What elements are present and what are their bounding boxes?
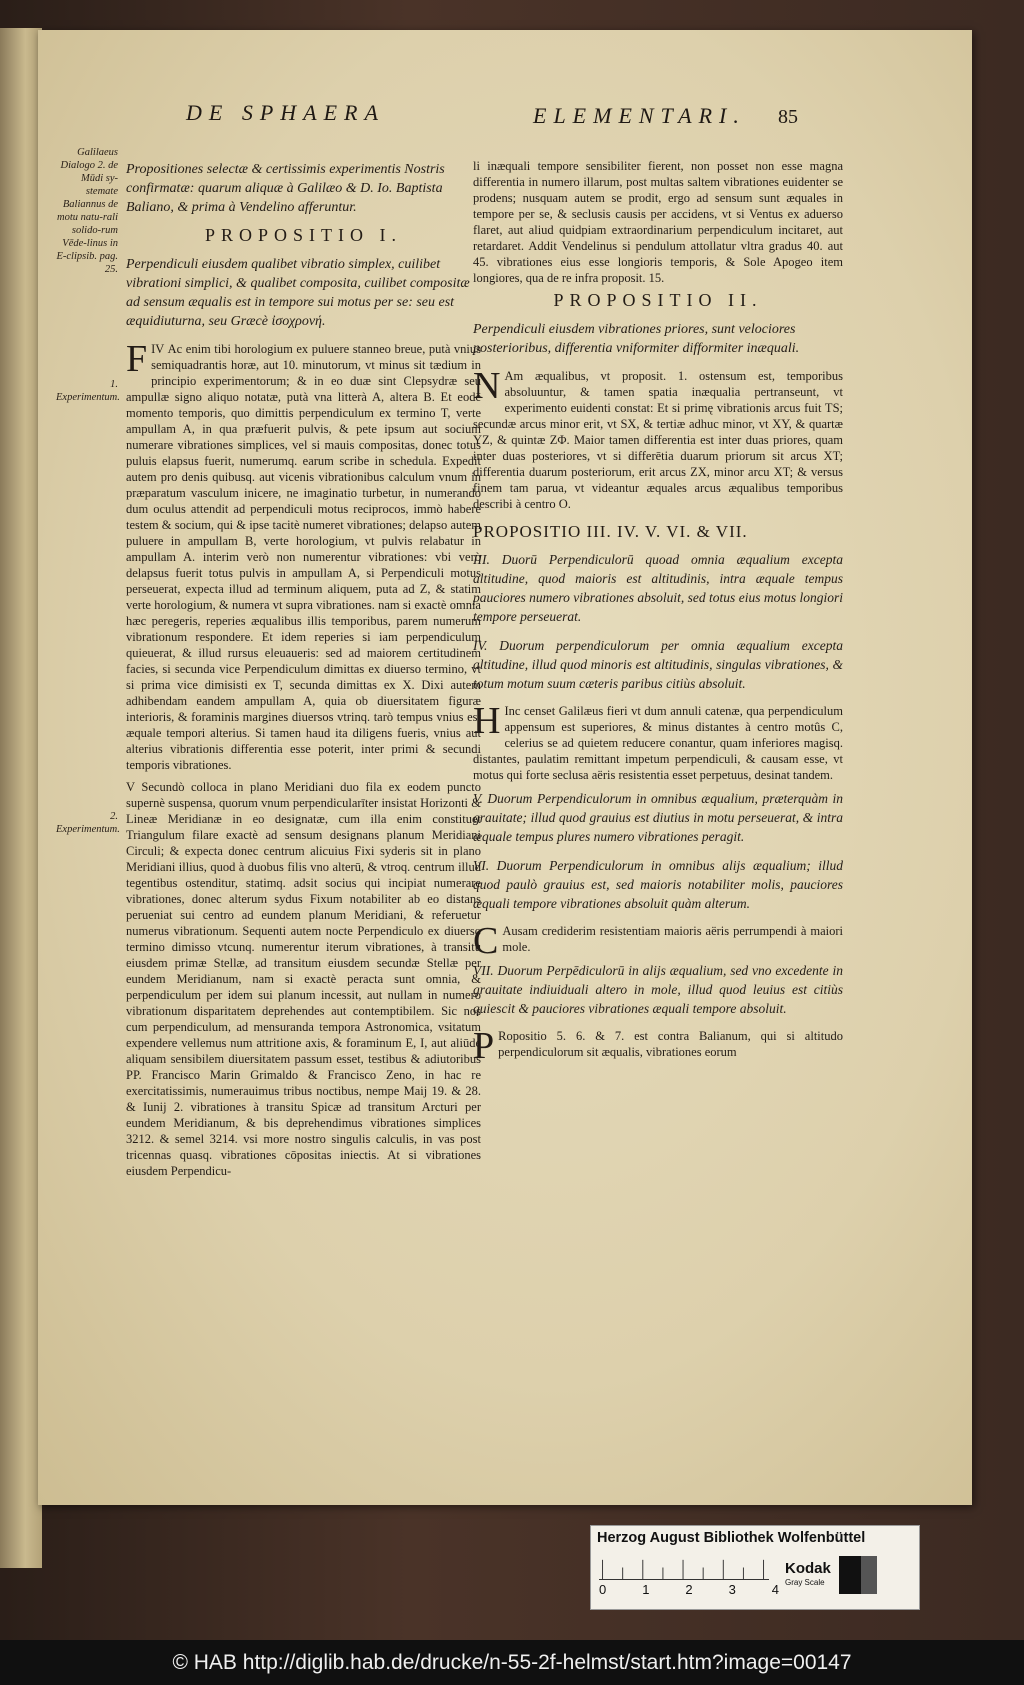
intro-text: Propositiones selectæ & certissimis experimentis Nostris confirmatæ: quarum aliquæ à Galilæo & D. Io. Baptista Baliano, & prima à Vendelino afferuntur.: [126, 162, 445, 215]
drop-cap-h: H: [473, 700, 501, 742]
hinc-paragraph: [473, 700, 843, 783]
proposition-2-title: PROPOSITIO II.: [553, 290, 763, 310]
running-header-right: ELEMENTARI.: [533, 103, 746, 128]
right-column: [473, 158, 843, 1066]
experiment-1-marker: IV: [151, 342, 165, 356]
ruler-number-0: 0: [599, 1582, 607, 1597]
margin-note-experiment-2: 2. Experimentum.: [56, 811, 120, 835]
drop-cap-n: N: [473, 365, 501, 407]
proposition-2-paragraph: [473, 365, 843, 512]
experiment-1-text: Ac enim tibi horologium ex puluere stanneo breue, putà vnius semiquadrantis horæ, aut 10. minutorum, vt minus sit tædium in principio experimentorum; & in eo duæ sint Clepsydræ seu ampullæ signo aliquo notatæ, putà vna litterà A, altera B. Et eodē momento temporis, quo dimittis perpendiculum ex termino T, verte ampullam A, in qua præfuerit pulvis, & pete ipsum aut socium numerare vibrationes simplices, vel si mauis compositas, donec totus puluis elapsus fuerit, numerumq. earum scribe in schedula. Expedit autem pro denis quibusq. aut vicenis vibrationibus calculum vnum in præparatum vasculum inicere, ne imaginatio turbetur, in numerando dum oculus attendit ad perpendiculi motus reciprocos, immò habere testem & socium, qui & ipse tacitè numeret vibrationes; delapso autem puluere in ampullam B, verte horologium, vt pulvis relabatur in ampullam A. interim verò non numerentur vibrationes: vbi verò delapsus fuerit totus pulvis in ampullam A, si Perpendiculi motus perseuerat, expecta illud ad terminum aliquem, puta ad Z, & statim verte horologium, & numera vt supra vibrationes. nam si exactè omnia hæc peregeris, reperies æqualibus illis temporibus, parem numerum vibrationum respondere. Et idem reperies si iam perpendiculum quieuerat, & illud rursus eleuaueris: sed ad maiorem certitudinem facies, si secunda vice Perpendiculum dimittas ex diuerso termino, vt si prima vice dimisisti ex T, secunda dimittas ex X. Dixi autem adhibendam eandem ampullam A, quia ob diuersitatem figuræ interioris, & foraminis margines diuersos vtrinq. tarò tempus vnius est æquale tempori alterius. Si tamen haud ita diligens fueris, vnius aut alterius vibrationis differentia esse poterit, inter primi & secundi temporis vibrationes.: [126, 342, 482, 772]
drop-cap-p: P: [473, 1025, 495, 1067]
final-text: Ropositio 5. 6. & 7. est contra Balianum, qui si altitudo perpendiculorum sit æqualis, vibrationes eorum: [498, 1029, 843, 1059]
experiment-2-marker: V: [126, 780, 135, 794]
experiment-1-paragraph: [126, 338, 482, 773]
library-label: Herzog August Bibliothek Wolfenbüttel: [597, 1530, 866, 1546]
kodak-logo: Kodak: [785, 1560, 831, 1577]
proposition-2-text: Am æqualibus, vt proposit. 1. ostensum est, temporibus absoluuntur, & tamen spatia inæqualia pertranseunt, vt experimento euidenti constat: Et si primę vibrationis arcus fuit TS; secundæ arcus minor erit, vt SX, & tertiæ adhuc minor, vt XY, & quartæ YZ, & quintæ ZΦ. Maior tamen differentia est inter duas priores, quam inter duas posteriores, vt si differētia duarum priorum sit arcus XT; differentia duarum posteriorum, erit arcus ZX, minor arcu XT; & versus finem tam parua, vt videantur æquales arcus æqualibus temporibus describi à centro O.: [473, 369, 843, 511]
continuation-text: li inæquali tempore sensibiliter fierent, non posset non esse magna differentia in numero illarum, post multas saltem vibrationes euidenter se prodens; nusquam autem se prodit, ergo ad sensum sunt æquales in tempore per se, & seclusis causis per accidens, vt si Ventus ex aduerso flaret, aut aliud quidpiam extraordinarium perpendiculum incitaret, aut retardaret. Addit Vendelinus si pendulum attollatur vltra gradus 40. aut 45. vibrationes eius esse longioris temporis, & Sole Apogeo item longiores, qua de re infra proposit. 15.: [473, 159, 843, 285]
ruler-number-2: 2: [685, 1582, 693, 1597]
experiment-2-paragraph: [126, 779, 481, 1179]
final-paragraph: [473, 1025, 843, 1067]
ruler-scale: [599, 1556, 769, 1580]
proposition-3: III. Duorū Perpendiculorū quoad omnia æqualium excepta altitudine, quod maioris est altitudinis, intra æquale tempus pauciores numero vibrationes absoluit, sed totus eius motus longiori tempore perseuerat.: [473, 552, 843, 624]
proposition-2-statement: Perpendiculi eiusdem vibrationes priores, sunt velociores posterioribus, differentia vniformiter difformiter inæquali.: [473, 322, 800, 356]
color-calibration-card: [590, 1525, 920, 1610]
proposition-6: VI. Duorum Perpendiculorum in omnibus alijs æqualium; illud quod paulò grauius est, sed maioris notabiliter molis, pauciores æquali tempore vibrationes absoluit quàm alterum.: [473, 858, 843, 911]
proposition-1-statement: Perpendiculi eiusdem qualibet vibratio simplex, cuilibet vibrationi simplici, & qualibet composita, cuilibet compositæ ad sensum æqualis est in tempore sui motus per se: seu est æquidiuturna, seu Græcè ἰσοχρονή.: [126, 257, 470, 329]
copyright-footer: © HAB http://diglib.hab.de/drucke/n-55-2f-helmst/start.htm?image=00147: [0, 1640, 1024, 1685]
proposition-5: V. Duorum Perpendiculorum in omnibus æqualium, præterquàm in grauitate; illud quod grauius est diutius in motu perseuerat, & intra æquale tempus plures numero vibrationes peragit.: [473, 791, 843, 844]
experiment-2-text: Secundò colloca in plano Meridiani duo fila ex eodem puncto supernè suspensa, quorum vnum perpendicularīter insistat Horizonti & Lineæ Meridianæ in eo designatæ, cum illa enim constituet Triangulum filare exactè ad sensum designans planum Meridiani Circuli; & expecta donec centrum alicuius Fixi syderis sit in plano Meridiani illius, quod à duobus filis vno alterū, & vtroq. centrum illud tegentibus ostenditur, statimq. adsit socius qui incipiat numerare vibrationes, donec alterum sydus Fixum notabiliter ab eo distans perueniat sui centro ad eundem planum Meridiani, & referuetur numerus vibrationum. Sequenti autem nocte Perpendiculo ex diuerso termino dimisso vtcunq. numerentur iterum vibrationes, à transitu eiusdem primæ Stellæ, ad transitum eiusdem secundæ Stellæ per eundem Meridianum, nam si exactè peracta sunt omnia, & perpendiculum per idem sui planum incessit, aut nullam in numero vibrationum disparitatem deprehendes aut contemptibilem. Sic nos cum perpendiculum, ad mensuranda tempora Astronomica, vsitatum expendere vellemus num attritione axis, & foraminum E, I, aut aliūde aliquam sensibilem diuersitatem passum esset, testibus & adiutoribus PP. Francisco Marin Grimaldo & Francisco Zeno, in hac re exercitatissimis, numerauimus tribus noctibus, nempe Maij 19. & 28. & Iunij 2. vibrationes à transitu Spicæ ad transitum Arcturi per eundem Meridianum, & bis deprehendimus vibrationes simplices 3212. & semel 3214. vsi more nostro singulis calculis, in vas post tricennas quasq. vibrationes cōpositas iniectis. At si vibrationes eiusdem Perpendicu-: [126, 780, 482, 1178]
book-page: [38, 30, 972, 1505]
proposition-1-title: PROPOSITIO I.: [204, 225, 402, 245]
causam-paragraph: [473, 920, 843, 962]
proposition-4: IV. Duorum perpendiculorum per omnia æqualium excepta altitudine, illud quod minoris est altitudinis, singulas vibrationes, & totum motum suum cæteris paribus citiùs absoluit.: [473, 638, 843, 691]
gray-swatch-mid: [861, 1556, 877, 1594]
ruler-number-3: 3: [728, 1582, 736, 1597]
causam-text: Ausam crediderim resistentiam maioris aëris perrumpendi à maiori mole.: [502, 924, 843, 954]
drop-cap-f: F: [126, 338, 148, 380]
proposition-3-7-title: PROPOSITIO III. IV. V. VI. & VII.: [473, 522, 748, 541]
page-number: 85: [778, 106, 798, 128]
proposition-7: VII. Duorum Perpēdiculorū in alijs æqualium, sed vno excedente in grauitate indiuiduali altero in mole, illud quod leuius est citiùs quiescit & pauciores vibrationes æquali tempore absoluit.: [473, 963, 843, 1016]
margin-note-experiment-1: 1. Experimentum.: [56, 379, 120, 403]
hinc-text: Inc censet Galilæus fieri vt dum annuli catenæ, qua perpendiculum appensum est superiores, & minus distantes à centro motûs C, celerius se ad quietem reducere conantur, quam inferiores magisq. distantes, paulatim remittant impetum perpendiculi, & causam esse, vt motus qui forte seclusa aëris resistentia esset perpetuus, desinat tandem.: [473, 704, 843, 782]
ruler-numbers: [599, 1582, 779, 1597]
gray-swatch-dark: [839, 1556, 861, 1594]
ruler-number-1: 1: [642, 1582, 650, 1597]
ruler-number-4: 4: [771, 1582, 779, 1597]
left-column: [126, 160, 481, 1185]
drop-cap-c: C: [473, 920, 499, 962]
previous-page-edge: [0, 28, 42, 1568]
running-header-left: DE SPHAERA: [186, 100, 385, 125]
gray-scale-label: Gray Scale: [785, 1578, 825, 1587]
margin-note-galilaeus: Galilaeus Dialogo 2. de Mūdi sy-stemate Baliannus de motu natu-rali solido-rum Vēde-linus in E-clipsib. pag. 25.: [56, 147, 118, 275]
